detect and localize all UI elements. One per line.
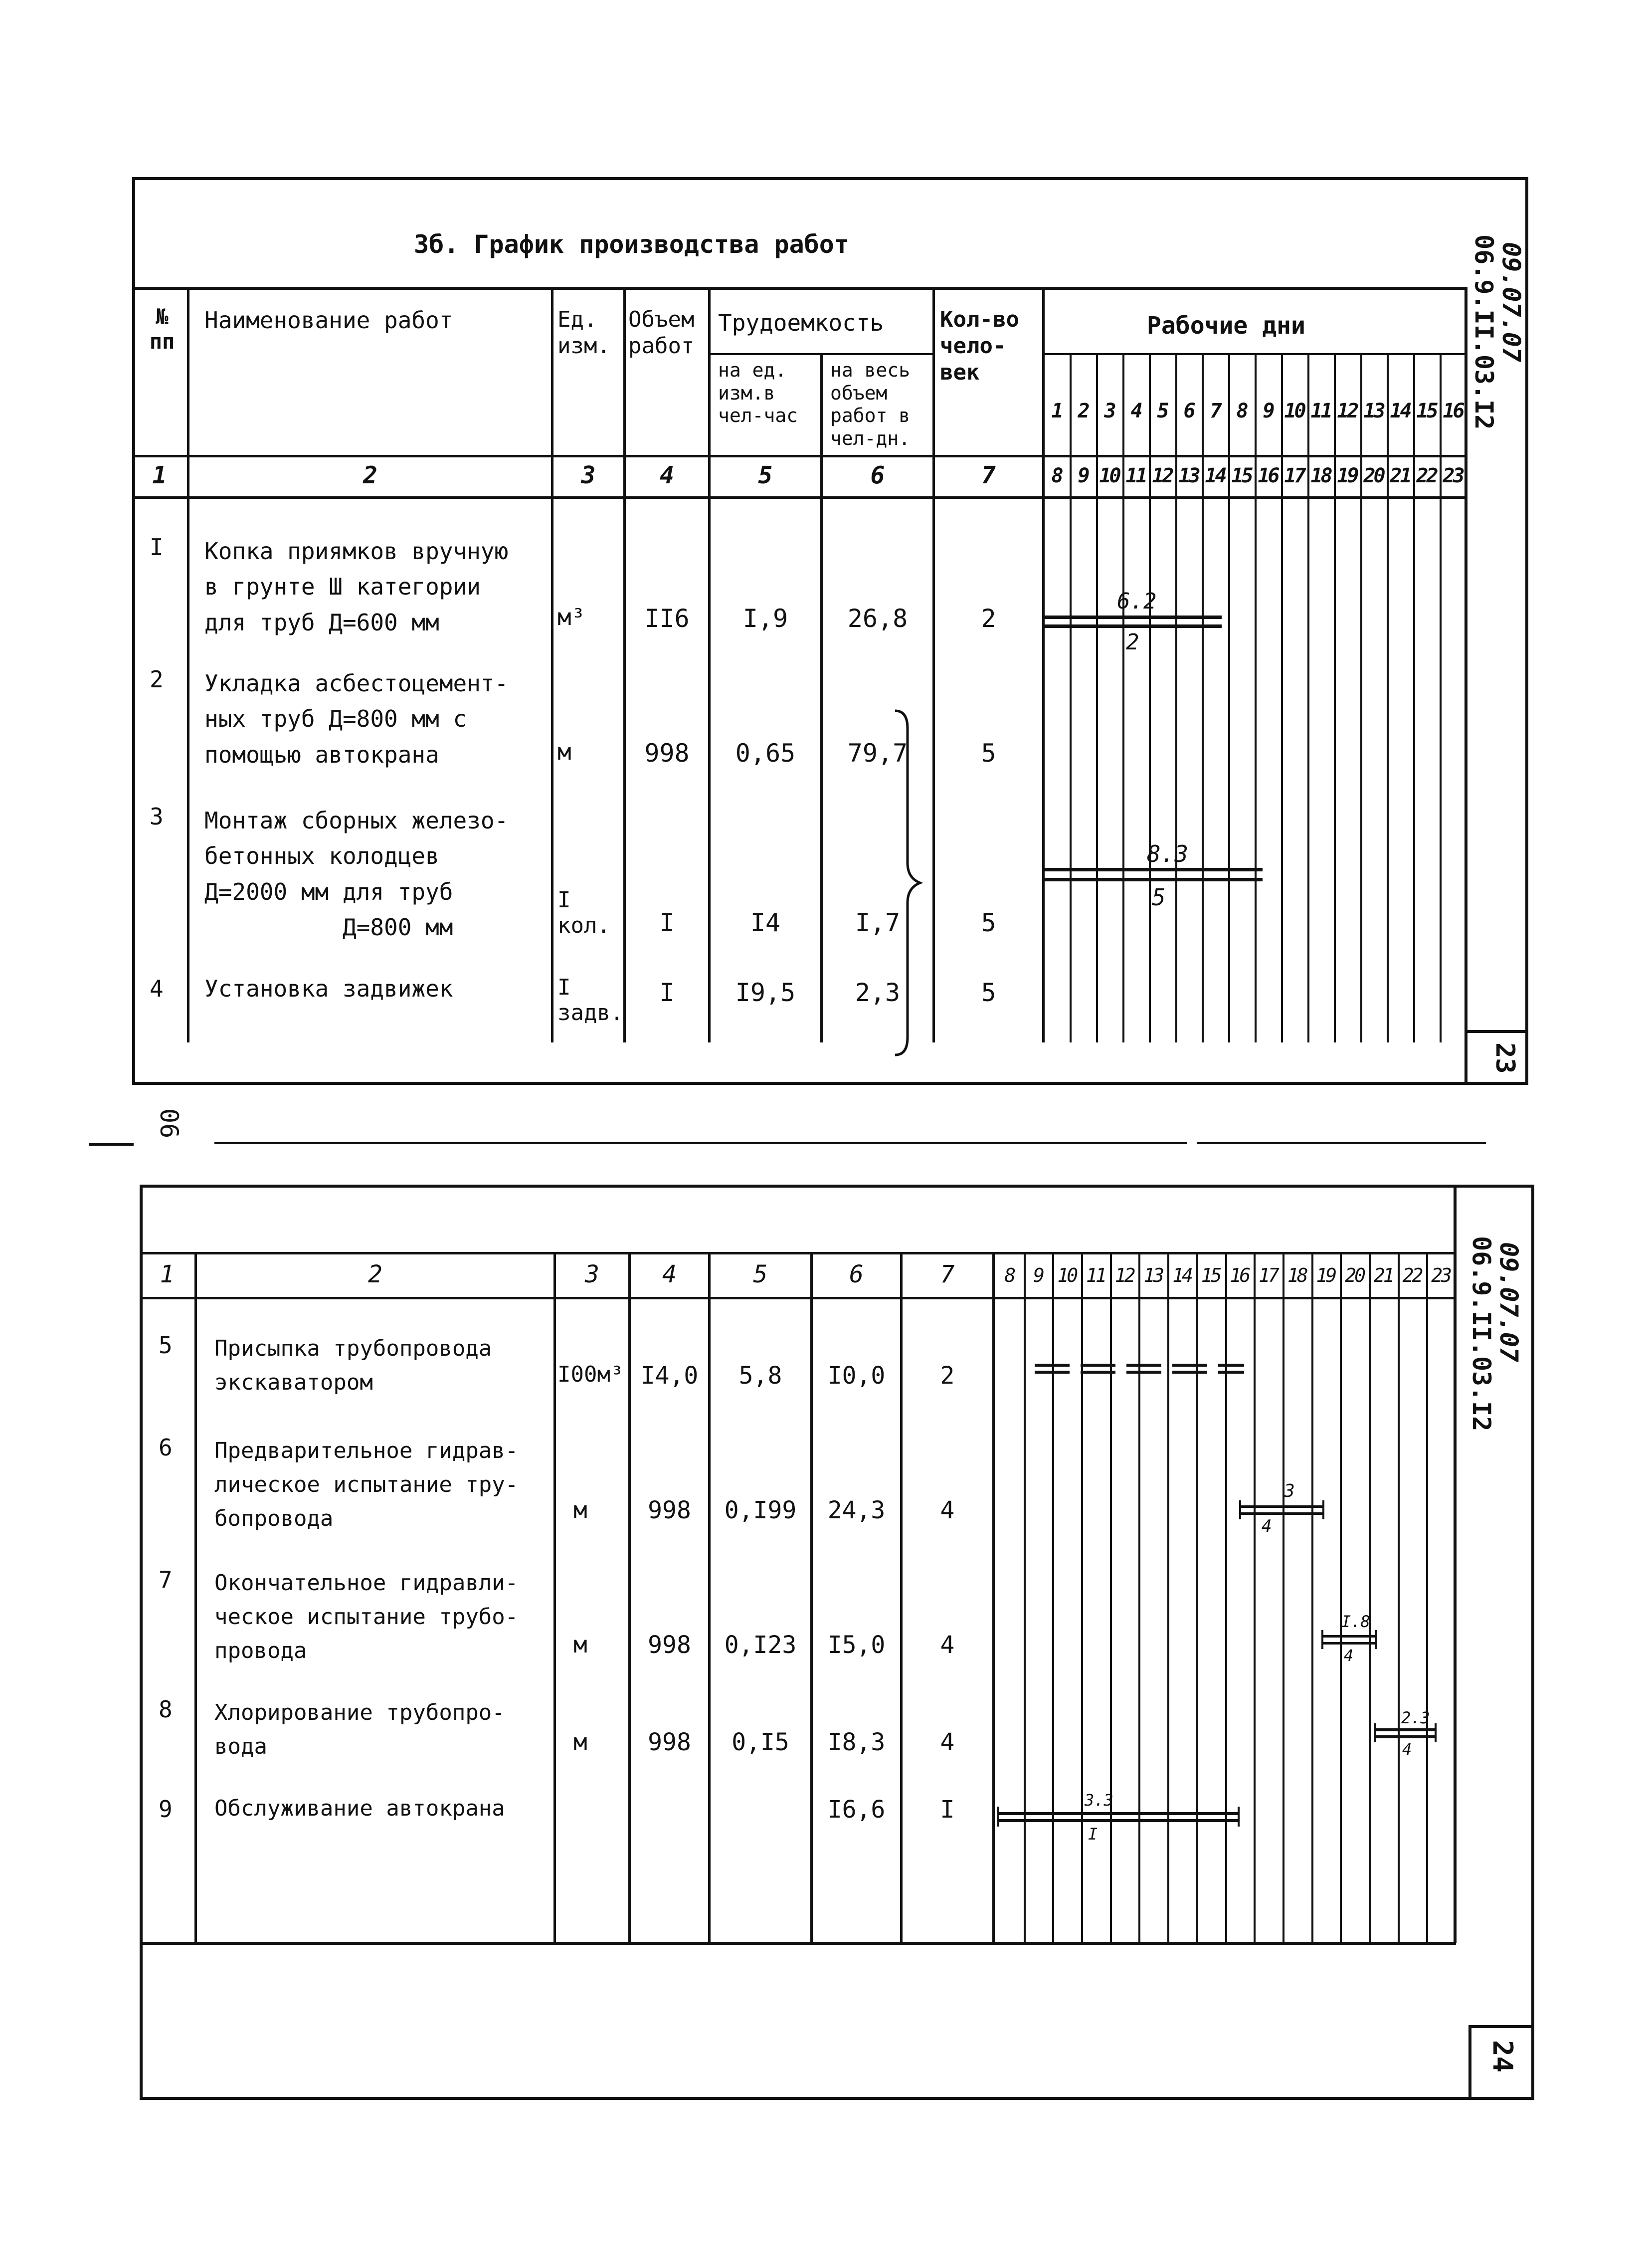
calendar-date: 22 bbox=[1402, 1264, 1422, 1286]
sheet1-header-labor-total: на весь объем работ в чел-дн. bbox=[830, 359, 911, 449]
gantt-bar-end bbox=[1322, 1500, 1324, 1519]
day-number: 14 bbox=[1390, 400, 1410, 422]
calendar-date: 13 bbox=[1178, 464, 1199, 487]
sheet1-days-subline bbox=[1042, 353, 1466, 355]
row-volume: 998 bbox=[648, 1631, 691, 1659]
calendar-date: 10 bbox=[1057, 1264, 1077, 1286]
day-column-line bbox=[1110, 1253, 1112, 1943]
row-name: Обслуживание автокрана bbox=[214, 1796, 505, 1821]
day-number: 4 bbox=[1130, 400, 1141, 422]
day-column-line bbox=[1440, 353, 1442, 1042]
sheet2-colnum-6: 6 bbox=[849, 1260, 864, 1288]
sheet1-colnum-3: 3 bbox=[581, 461, 596, 489]
sheet1-col-line bbox=[551, 289, 553, 1042]
sheet2-colnum-1: 1 bbox=[160, 1260, 175, 1288]
gantt-bar bbox=[997, 1812, 1239, 1815]
row-unit: I00м³ bbox=[557, 1362, 624, 1387]
row-labor-total: 24,3 bbox=[827, 1496, 886, 1524]
calendar-date: 9 bbox=[1078, 464, 1088, 487]
day-column-line bbox=[1070, 353, 1072, 1042]
sheet2-col-line bbox=[810, 1253, 813, 1943]
sheet1-colnum-2: 2 bbox=[363, 461, 377, 489]
sheet2-colnum-3: 3 bbox=[585, 1260, 599, 1288]
sheet2-colnum-7: 7 bbox=[940, 1260, 955, 1288]
gantt-bar bbox=[1321, 1642, 1376, 1645]
row-labor-total: 26,8 bbox=[847, 604, 908, 633]
day-column-line bbox=[1334, 353, 1336, 1042]
row-people: 5 bbox=[981, 978, 996, 1007]
day-number: 8 bbox=[1236, 400, 1247, 422]
day-column-line bbox=[1052, 1253, 1054, 1943]
row-num: 7 bbox=[159, 1566, 173, 1593]
day-column-line bbox=[1255, 353, 1257, 1042]
row-name: Установка задвижек bbox=[204, 975, 453, 1002]
sheet1-header-name: Наименование работ bbox=[204, 307, 453, 334]
sheet1-colnum-1: 1 bbox=[152, 461, 167, 489]
calendar-date: 16 bbox=[1258, 464, 1278, 487]
day-number: 12 bbox=[1337, 400, 1357, 422]
row-people: 2 bbox=[940, 1362, 955, 1390]
sheet1-colnum-7: 7 bbox=[981, 461, 996, 489]
calendar-date: 8 bbox=[1004, 1264, 1014, 1286]
row-volume: 998 bbox=[644, 739, 690, 768]
calendar-date: 10 bbox=[1099, 464, 1119, 487]
day-column-line bbox=[1360, 353, 1362, 1042]
row-num: 6 bbox=[159, 1434, 173, 1461]
calendar-date: 12 bbox=[1114, 1264, 1134, 1286]
day-number: 2 bbox=[1078, 400, 1088, 422]
calendar-date: 14 bbox=[1205, 464, 1225, 487]
row-volume: I4,0 bbox=[640, 1362, 699, 1390]
day-column-line bbox=[1398, 1253, 1400, 1943]
sheet2-header-top bbox=[140, 1252, 1456, 1254]
sheet1-header-line bbox=[132, 455, 1466, 457]
row-name: Предварительное гидрав- лическое испытание тру- бопровода bbox=[214, 1438, 519, 1532]
calendar-date: 16 bbox=[1230, 1264, 1249, 1286]
row-volume: 998 bbox=[648, 1728, 691, 1756]
sheet2-pagebox-top bbox=[1468, 2025, 1534, 2028]
calendar-date: 21 bbox=[1390, 464, 1410, 487]
row-num: 3 bbox=[150, 803, 164, 830]
gantt-bar-label-top: 3.3 bbox=[1085, 1791, 1113, 1810]
row-people: 2 bbox=[981, 604, 996, 633]
row-name: Хлорирование трубопро- вода bbox=[214, 1700, 505, 1760]
row-labor-total: I8,3 bbox=[827, 1728, 886, 1756]
sheet2-col-line bbox=[553, 1253, 556, 1943]
calendar-date: 12 bbox=[1152, 464, 1172, 487]
sheet2-pagebox-left bbox=[1468, 2025, 1471, 2100]
sheet1-labor-subline bbox=[708, 353, 935, 355]
gantt-bar-end bbox=[1375, 1630, 1377, 1649]
row-labor-unit: 5,8 bbox=[738, 1362, 782, 1390]
sheet1-col-line bbox=[187, 289, 189, 1042]
row-labor-unit: 0,I23 bbox=[724, 1631, 797, 1659]
gantt-bar-end bbox=[997, 1807, 999, 1827]
sheet2-col-line bbox=[628, 1253, 631, 1943]
row-labor-unit: I,9 bbox=[742, 604, 788, 633]
sheet2-doc-code-top: 09.07.07 bbox=[1494, 1242, 1523, 1362]
row-volume: II6 bbox=[644, 604, 690, 633]
calendar-date: 19 bbox=[1316, 1264, 1335, 1286]
day-column-line bbox=[1228, 353, 1230, 1042]
calendar-date: 8 bbox=[1051, 464, 1062, 487]
sheet1-header-labor: Трудоемкость bbox=[718, 309, 884, 336]
day-number: 3 bbox=[1104, 400, 1114, 422]
row-people: I bbox=[940, 1796, 955, 1824]
row-people: 4 bbox=[940, 1496, 955, 1524]
day-number: 15 bbox=[1416, 400, 1437, 422]
row-people: 4 bbox=[940, 1728, 955, 1756]
sheet2-table-bottom bbox=[140, 1942, 1456, 1945]
sheet1-colnum-5: 5 bbox=[758, 461, 773, 489]
day-number: 11 bbox=[1310, 400, 1331, 422]
separator-line-left bbox=[89, 1143, 134, 1146]
gantt-bar-label-bottom: 2 bbox=[1126, 629, 1139, 655]
day-column-line bbox=[1024, 1253, 1026, 1943]
row-volume: 998 bbox=[648, 1496, 691, 1524]
gantt-bar-label-bottom: 4 bbox=[1344, 1646, 1354, 1665]
row-name: Присыпка трубопровода экскаватором bbox=[214, 1336, 492, 1396]
day-column-line bbox=[1149, 353, 1151, 1042]
gantt-bar-label-top: 6.2 bbox=[1117, 589, 1157, 614]
day-column-line bbox=[1369, 1253, 1371, 1943]
calendar-date: 15 bbox=[1201, 1264, 1220, 1286]
day-column-line bbox=[1283, 1253, 1284, 1943]
sheet1-doc-code-bottom: 06.9.II.03.I2 bbox=[1469, 234, 1498, 430]
gantt-bar bbox=[1374, 1728, 1436, 1731]
day-column-line bbox=[1196, 1253, 1198, 1943]
gantt-bar-end bbox=[1239, 1500, 1241, 1519]
sheet1-colnum-6: 6 bbox=[870, 461, 885, 489]
calendar-date: 11 bbox=[1086, 1264, 1105, 1286]
gantt-bar-end bbox=[1374, 1723, 1376, 1742]
day-column-line bbox=[1340, 1253, 1342, 1943]
sheet2-colnum-4: 4 bbox=[662, 1260, 677, 1288]
row-unit: м³ bbox=[557, 604, 585, 630]
sheet2-col-line bbox=[992, 1253, 995, 1943]
row-num: 2 bbox=[150, 666, 164, 693]
calendar-date: 21 bbox=[1373, 1264, 1393, 1286]
row-num: 4 bbox=[150, 975, 164, 1002]
gantt-bar bbox=[1374, 1735, 1436, 1738]
calendar-date: 17 bbox=[1259, 1264, 1278, 1286]
gantt-bar-label-top: 3 bbox=[1284, 1481, 1295, 1501]
row-name: Монтаж сборных железо- бетонных колодцев Д=2000 мм для труб Д=800 мм bbox=[204, 807, 509, 941]
day-number: 5 bbox=[1157, 400, 1167, 422]
row-num: I bbox=[150, 534, 164, 561]
sheet1-page-number: 23 bbox=[1490, 1042, 1520, 1074]
row-group-brace bbox=[893, 708, 922, 1057]
gantt-bar bbox=[1239, 1512, 1324, 1515]
row-name: Копка приямков вручную в грунте Ш категории для труб Д=600 мм bbox=[204, 538, 509, 636]
gantt-bar bbox=[1043, 878, 1263, 881]
row-volume: I bbox=[659, 908, 675, 937]
sheet1-header-labor-unit: на ед. изм.в чел-час bbox=[718, 359, 798, 427]
row-labor-unit: I9,5 bbox=[735, 978, 796, 1007]
day-number: 10 bbox=[1284, 400, 1304, 422]
calendar-date: 11 bbox=[1125, 464, 1146, 487]
row-num: 9 bbox=[159, 1796, 173, 1823]
sheet1-inner-top-border bbox=[132, 287, 1466, 290]
row-labor-total: I0,0 bbox=[827, 1362, 886, 1390]
gantt-bar-label-bottom: 4 bbox=[1402, 1740, 1412, 1759]
row-labor-unit: I4 bbox=[750, 908, 781, 937]
row-unit: I задв. bbox=[557, 975, 624, 1026]
day-column-line bbox=[1202, 353, 1204, 1042]
day-column-line bbox=[1413, 353, 1415, 1042]
sheet1-header-people: Кол-во чело- век bbox=[940, 307, 1019, 385]
calendar-date: 9 bbox=[1033, 1264, 1043, 1286]
day-column-line bbox=[1138, 1253, 1140, 1943]
calendar-date: 23 bbox=[1443, 464, 1463, 487]
gantt-bar-label-top: 2.3 bbox=[1401, 1708, 1430, 1727]
gantt-bar-end bbox=[1321, 1630, 1323, 1649]
calendar-date: 23 bbox=[1431, 1264, 1451, 1286]
day-column-line bbox=[1225, 1253, 1227, 1943]
calendar-date: 18 bbox=[1287, 1264, 1306, 1286]
sheet2-doc-code-bottom: 06.9.II.03.I2 bbox=[1467, 1236, 1496, 1432]
calendar-date: 13 bbox=[1143, 1264, 1163, 1286]
row-people: 4 bbox=[940, 1631, 955, 1659]
day-number: 13 bbox=[1363, 400, 1384, 422]
sheet1-header-days: Рабочие дни bbox=[1147, 312, 1305, 340]
gantt-bar bbox=[1043, 868, 1263, 871]
sheet1-header-volume: Объем работ bbox=[628, 307, 695, 359]
gantt-bar bbox=[1321, 1635, 1376, 1638]
day-column-line bbox=[1167, 1253, 1169, 1943]
sheet2-header-bottom bbox=[140, 1297, 1456, 1299]
day-number: 7 bbox=[1210, 400, 1220, 422]
day-column-line bbox=[1281, 353, 1283, 1042]
sheet2-colnum-5: 5 bbox=[753, 1260, 768, 1288]
row-unit: м bbox=[573, 1496, 587, 1523]
day-column-line bbox=[1254, 1253, 1256, 1943]
day-column-line bbox=[1387, 353, 1389, 1042]
gantt-bar bbox=[1043, 616, 1222, 619]
sheet2-page-number: 24 bbox=[1487, 2040, 1518, 2073]
sheet1-title: 3б. График производства работ bbox=[414, 230, 849, 259]
row-people: 5 bbox=[981, 739, 996, 768]
day-column-line bbox=[1122, 353, 1124, 1042]
sheet2-col-line bbox=[900, 1253, 903, 1943]
separator-line bbox=[214, 1142, 1187, 1144]
row-name: Укладка асбестоцемент- ных труб Д=800 мм с помощью автокрана bbox=[204, 670, 509, 768]
gantt-bar-label-bottom: I bbox=[1088, 1825, 1098, 1844]
row-unit: I кол. bbox=[557, 887, 610, 938]
sheet1-doc-code-top: 09.07.07 bbox=[1497, 242, 1526, 362]
sheet2-col-line bbox=[708, 1253, 711, 1943]
gantt-bar-label-bottom: 4 bbox=[1262, 1516, 1272, 1536]
separator-line-right bbox=[1197, 1142, 1486, 1144]
gantt-bar bbox=[997, 1819, 1239, 1822]
row-labor-total: I,7 bbox=[855, 908, 901, 937]
day-column-line bbox=[1175, 353, 1177, 1042]
row-unit: м bbox=[573, 1728, 587, 1755]
calendar-date: 19 bbox=[1337, 464, 1357, 487]
row-unit: м bbox=[573, 1631, 587, 1658]
row-labor-unit: 0,65 bbox=[735, 739, 796, 768]
gantt-bar-label-bottom: 5 bbox=[1152, 884, 1166, 911]
calendar-date: 20 bbox=[1345, 1264, 1364, 1286]
day-number: 16 bbox=[1443, 400, 1463, 422]
row-name: Окончательное гидравли- ческое испытание трубо- провода bbox=[214, 1570, 519, 1664]
row-labor-total: 2,3 bbox=[855, 978, 901, 1007]
sheet1-col-line bbox=[820, 354, 823, 1042]
day-column-line bbox=[1426, 1253, 1428, 1943]
day-number: 6 bbox=[1183, 400, 1194, 422]
separator-page-number: 06 bbox=[155, 1108, 183, 1139]
gantt-bar-label-top: I.8 bbox=[1341, 1612, 1370, 1631]
row-num: 5 bbox=[159, 1332, 173, 1359]
sheet1-pagebox-top bbox=[1465, 1030, 1528, 1033]
calendar-date: 17 bbox=[1284, 464, 1304, 487]
day-column-line bbox=[1081, 1253, 1083, 1943]
row-labor-total: 79,7 bbox=[847, 739, 908, 768]
calendar-date: 15 bbox=[1231, 464, 1252, 487]
sheet1-header-unit: Ед. изм. bbox=[557, 307, 610, 359]
sheet2-col-line bbox=[194, 1253, 197, 1943]
calendar-date: 20 bbox=[1363, 464, 1384, 487]
gantt-bar bbox=[1239, 1505, 1324, 1508]
row-labor-total: I6,6 bbox=[827, 1796, 886, 1824]
gantt-bar-end bbox=[1435, 1723, 1437, 1742]
calendar-date: 18 bbox=[1310, 464, 1331, 487]
gantt-bar bbox=[1043, 624, 1222, 628]
row-num: 8 bbox=[159, 1696, 173, 1723]
sheet1-header-num: № пп bbox=[149, 304, 175, 354]
day-column-line bbox=[1311, 1253, 1313, 1943]
row-labor-unit: 0,I99 bbox=[724, 1496, 797, 1524]
day-column-line bbox=[1096, 353, 1098, 1042]
row-unit: м bbox=[557, 738, 571, 765]
row-people: 5 bbox=[981, 908, 996, 937]
sheet1-colnum-4: 4 bbox=[660, 461, 674, 489]
gantt-bar-end bbox=[1238, 1807, 1240, 1827]
sheet2-colnum-2: 2 bbox=[368, 1260, 382, 1288]
gantt-bar-label-top: 8.3 bbox=[1147, 840, 1189, 867]
calendar-date: 14 bbox=[1172, 1264, 1191, 1286]
day-column-line bbox=[1307, 353, 1309, 1042]
gantt-bar-dashed bbox=[1035, 1371, 1244, 1374]
row-labor-total: I5,0 bbox=[827, 1631, 886, 1659]
calendar-date: 22 bbox=[1416, 464, 1437, 487]
row-volume: I bbox=[659, 978, 675, 1007]
day-number: 9 bbox=[1263, 400, 1273, 422]
sheet1-colnum-line bbox=[132, 496, 1466, 499]
gantt-bar-dashed bbox=[1035, 1364, 1244, 1367]
row-labor-unit: 0,I5 bbox=[732, 1728, 789, 1756]
day-number: 1 bbox=[1051, 400, 1062, 422]
